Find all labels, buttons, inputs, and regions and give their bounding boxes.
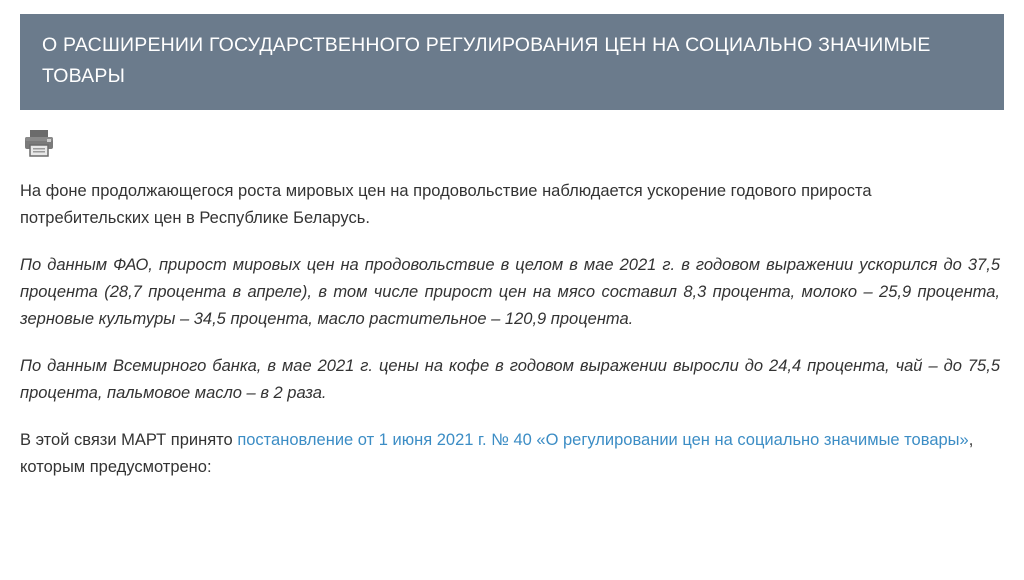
left-rail: [0, 0, 4, 580]
page-title-bar: [20, 14, 1004, 110]
regulation-document-link[interactable]: постановление от 1 июня 2021 г. № 40 «О регулировании цен на социально значимые товары»: [237, 431, 969, 449]
print-icon[interactable]: [22, 128, 56, 158]
page-title: О РАСШИРЕНИИ ГОСУДАРСТВЕННОГО РЕГУЛИРОВАНИЯ ЦЕН НА СОЦИАЛЬНО ЗНАЧИМЫЕ ТОВАРЫ: [42, 34, 931, 87]
article-paragraph-3: По данным Всемирного банка, в мае 2021 г. цены на кофе в годовом выражении выросли до 24,4 процента, чай – до 75,5 процента, пальмовое масло – в 2 раза.: [20, 357, 1000, 402]
article-paragraph-4: [20, 427, 1000, 481]
paragraph-tail-text: , которым предусмотрено:: [20, 431, 974, 476]
article-paragraph-2: По данным ФАО, прирост мировых цен на продовольствие в целом в мае 2021 г. в годовом выражении ускорился до 37,5 процента (28,7 процента в апреле), в том числе прирост цен на мясо составил 8,3 процента, молоко – 25,9 процента, зерновые культуры – 34,5 процента, масло растительное – 120,9 процента.: [20, 256, 1000, 328]
article-paragraph-1: На фоне продолжающегося роста мировых цен на продовольствие наблюдается ускорение годового прироста потребительских цен в Республике Беларусь.: [20, 182, 872, 227]
content-wrapper: [20, 14, 1004, 501]
article-toolbar: [20, 128, 1004, 170]
paragraph-lead-text: В этой связи МАРТ принято: [20, 431, 238, 449]
article-body: [20, 178, 1000, 481]
